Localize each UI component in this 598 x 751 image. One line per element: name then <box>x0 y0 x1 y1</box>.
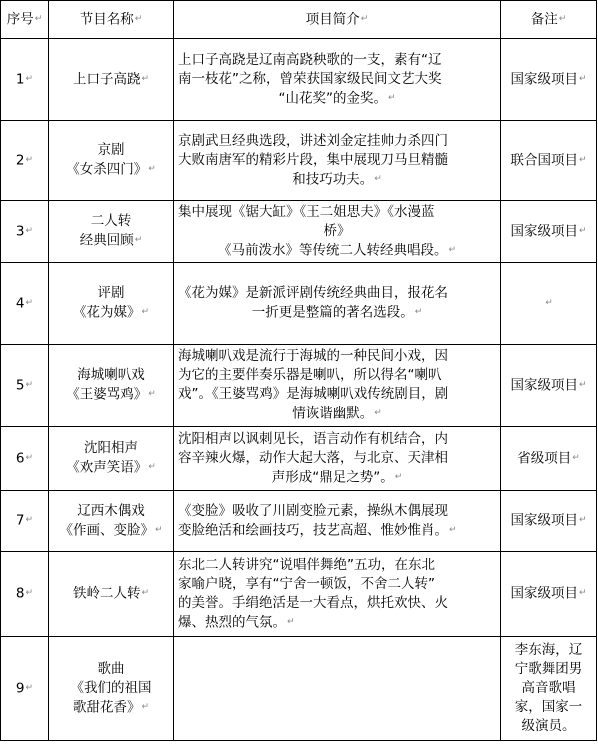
paragraph-mark: ↵ <box>134 13 143 24</box>
table-row <box>1 39 597 121</box>
paragraph-mark: ↵ <box>141 588 150 599</box>
paragraph-mark: ↵ <box>414 307 423 318</box>
paragraph-mark: ↵ <box>374 173 382 184</box>
program-intro: 京剧武旦经典选段，讲述刘金定挂帅力杀四门 大败南唐军的精彩片段，集中展现刀马旦精髓 和技巧功夫。↵ <box>174 121 501 201</box>
program-intro: 《变脸》吸收了川剧变脸元素，操纵木偶展现 变脸绝活和绘画技巧，技艺高超、惟妙惟肖。↵ <box>174 491 501 552</box>
paragraph-mark: ↵ <box>148 462 156 473</box>
program-name: 铁岭二人转↵ <box>49 552 174 637</box>
paragraph-mark: ↵ <box>154 524 163 535</box>
program-note: 省级项目↵ <box>501 427 597 491</box>
paragraph-mark: ↵ <box>578 154 587 165</box>
program-intro: 《花为媒》是新派评剧传统经典曲目，报花名 一折更是整篇的著名选段。↵ <box>174 263 501 345</box>
table-row <box>1 552 597 637</box>
paragraph-mark: ↵ <box>572 452 580 463</box>
paragraph-mark: ↵ <box>578 225 587 236</box>
row-number: 4↵ <box>1 263 49 345</box>
paragraph-mark: ↵ <box>545 297 553 308</box>
program-name: 辽西木偶戏 《作画、变脸》↵ <box>49 491 174 552</box>
program-note <box>501 263 597 345</box>
header-row <box>1 1 597 39</box>
program-intro <box>174 637 501 741</box>
paragraph-mark: ↵ <box>25 154 34 165</box>
program-intro: 沈阳相声以讽刺见长，语言动作有机结合，内 容辛辣火爆，动作大起大落，与北京、天津相 声形成“鼎足之势”。↵ <box>174 427 501 491</box>
paragraph-mark: ↵ <box>25 588 34 599</box>
paragraph-mark: ↵ <box>141 307 150 318</box>
paragraph-mark: ↵ <box>141 73 150 84</box>
paragraph-mark: ↵ <box>374 408 382 419</box>
program-note: 国家级项目↵ <box>501 552 597 637</box>
program-note: 国家级项目↵ <box>501 39 597 121</box>
program-intro: 东北二人转讲究“说唱伴舞绝”五功，在东北 家喻户晓，享有“宁舍一顿饭，不舍二人转” 的美誉。手绢绝活是一大看点，烘托欢快、火 爆、热烈的气氛。↵ <box>174 552 501 637</box>
table-row <box>1 121 597 201</box>
program-note: 李东海，辽 宁歌舞团男 高音歌唱 家，国家一 级演员。 <box>501 637 597 741</box>
row-number: 3↵ <box>1 201 49 263</box>
paragraph-mark: ↵ <box>360 13 369 24</box>
table-row <box>1 201 597 263</box>
program-note: 国家级项目↵ <box>501 345 597 427</box>
paragraph-mark: ↵ <box>578 73 587 84</box>
program-intro: 上口子高跷是辽南高跷秧歌的一支，素有“辽 南一枝花”之称，曾荣获国家级民间文艺大奖 “山花奖”的金奖。↵ <box>174 39 501 121</box>
row-number: 7↵ <box>1 491 49 552</box>
row-number: 6↵ <box>1 427 49 491</box>
paragraph-mark: ↵ <box>134 235 143 246</box>
paragraph-mark: ↵ <box>25 379 34 390</box>
paragraph-mark: ↵ <box>448 244 457 255</box>
paragraph-mark: ↵ <box>578 588 587 599</box>
header-no: 序号↵ <box>1 1 49 39</box>
program-note: 国家级项目↵ <box>501 201 597 263</box>
program-name: 歌曲 《我们的祖国 歌甜花香》↵ <box>49 637 174 741</box>
program-name: 上口子高跷↵ <box>49 39 174 121</box>
row-number: 2↵ <box>1 121 49 201</box>
program-name: 京剧 《女杀四门》↵ <box>49 121 174 201</box>
paragraph-mark: ↵ <box>25 73 34 84</box>
table-row <box>1 263 597 345</box>
program-note: 联合国项目↵ <box>501 121 597 201</box>
row-number: 5↵ <box>1 345 49 427</box>
paragraph-mark: ↵ <box>449 524 457 535</box>
paragraph-mark: ↵ <box>148 164 156 175</box>
paragraph-mark: ↵ <box>25 297 34 308</box>
program-name: 海城喇叭戏 《王婆骂鸡》↵ <box>49 345 174 427</box>
table-row <box>1 345 597 427</box>
header-name: 节目名称↵ <box>49 1 174 39</box>
program-note: 国家级项目↵ <box>501 491 597 552</box>
paragraph-mark: ↵ <box>387 92 396 103</box>
paragraph-mark: ↵ <box>558 13 567 24</box>
paragraph-mark: ↵ <box>25 515 34 526</box>
table-row <box>1 491 597 552</box>
program-intro: 海城喇叭戏是流行于海城的一种民间小戏，因 为它的主要伴奏乐器是喇叭，所以得名“喇叭 戏”。《王婆骂鸡》是海城喇叭戏传统剧目，剧 情诙谐幽默。↵ <box>174 345 501 427</box>
paragraph-mark: ↵ <box>578 379 587 390</box>
paragraph-mark: ↵ <box>34 13 43 24</box>
table-row <box>1 427 597 491</box>
paragraph-mark: ↵ <box>25 682 34 693</box>
paragraph-mark: ↵ <box>25 225 34 236</box>
program-name: 二人转 经典回顾↵ <box>49 201 174 263</box>
header-note: 备注↵ <box>501 1 597 39</box>
program-name: 沈阳相声 《欢声笑语》↵ <box>49 427 174 491</box>
program-intro: 集中展现《锯大缸》《王二姐思夫》《水漫蓝 桥》 《马前泼水》等传统二人转经典唱段。↵ <box>174 201 501 263</box>
program-name: 评剧 《花为媒》↵ <box>49 263 174 345</box>
header-intro: 项目简介↵ <box>174 1 501 39</box>
paragraph-mark: ↵ <box>148 389 156 400</box>
paragraph-mark: ↵ <box>25 452 34 463</box>
row-number: 9↵ <box>1 637 49 741</box>
paragraph-mark: ↵ <box>578 515 587 526</box>
paragraph-mark: ↵ <box>394 471 403 482</box>
paragraph-mark: ↵ <box>287 616 295 627</box>
paragraph-mark: ↵ <box>141 701 150 712</box>
table-row <box>1 637 597 741</box>
row-number: 1↵ <box>1 39 49 121</box>
row-number: 8↵ <box>1 552 49 637</box>
